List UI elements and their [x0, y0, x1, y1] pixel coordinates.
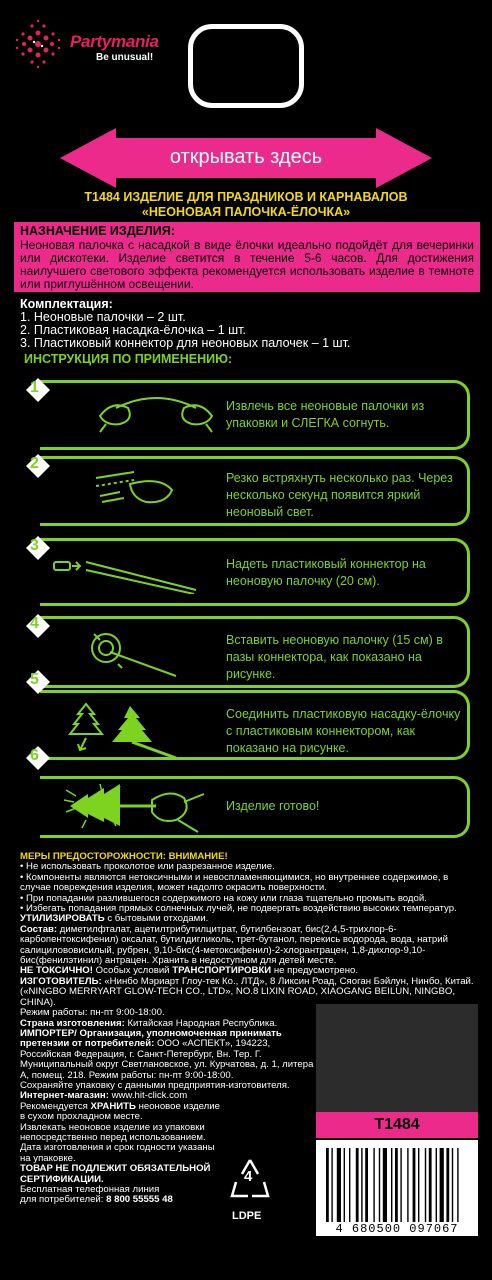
purpose-box — [14, 222, 480, 292]
kit-heading: Комплектация: — [20, 297, 113, 311]
insert-stick-connector-icon — [80, 624, 180, 680]
barcode-number: 4 680500 097067 — [335, 1222, 459, 1236]
step-number: 5 — [30, 671, 39, 688]
hotline-line: Бесплатная телефонная линия — [20, 1184, 160, 1195]
label-placeholder — [316, 1004, 478, 1112]
brand-tagline: Be unusual! — [96, 52, 154, 63]
composition-line: Состав: диметилфталат, ацетилтрибутилцитрат, бутилбензоат, бис(2,4,5-трихлор-6-карбопентоксифенил) оксалат, бутилдигликоль, трет-бутанол, перекись водорода, вода, натрий салицилововисилый, рубрен, 9,10-бис(4-метоксифенил)-2-хлорантрацен, 1,8-дихлор-9,10-бис(фенилэтинил) антрацен. Хранить в недоступном для детей месте. — [20, 923, 448, 967]
kit-section — [20, 298, 350, 350]
connector-on-stick-icon — [50, 550, 200, 594]
open-here-label: открывать здесь — [169, 146, 323, 168]
bend-sticks-hands-icon — [96, 390, 216, 434]
maker-line: ИЗГОТОВИТЕЛЬ: «Нинбо Мэриарт Глоу-тек Ко., ЛТД», 8 Ликсин Роад, Сяоган Бэйлун, Нинбо, Китай. («NINGBO MERRYART GLOW-TECH CO., LTD», NO.8 LIXIN ROAD, XIAOGANG BEILUN, NINGBO, CHINA). — [20, 975, 474, 1008]
country-line: Страна изготовления: Китайская Народная Республика. — [20, 1017, 278, 1029]
warning-item: • Не использовать проколотое или разрезанное изделие. — [20, 861, 275, 873]
shake-stick-hand-icon — [90, 466, 180, 510]
phone-line: для потребителей: 8 800 55555 48 — [20, 1194, 173, 1206]
dates-line: Дата изготовления и срок годности указаны на упаковке. — [20, 1142, 215, 1164]
step-2-text: Резко встряхнуть несколько раз. Через несколько секунд появится яркий неоновый свет. — [226, 471, 453, 519]
warning-item: • Компоненты являются нетоксичными и невоспламеняющимися, но внутреннее содержимое, в случае повреждения изделия, может надолго окрасить поверхности. — [20, 871, 449, 894]
kit-item: 2. Пластиковая насадка-ёлочка – 1 шт. — [20, 323, 246, 337]
step-number: 4 — [30, 615, 39, 632]
keep-line: Сохраняйте упаковку с данными предприятия-изготовителя. — [20, 1079, 290, 1091]
purpose-text: Неоновая палочка с насадкой в виде ёлочки идеально подойдёт для вечеринки или дискотеки. Изделие светится в течение 5-6 часов. Для достижения наилучшего светового эффекта рекомендуется использовать изделие в темноте или приглушённом освещении. — [20, 238, 474, 291]
glowing-tree-ready-icon — [60, 780, 210, 836]
hours-line: Режим работы: пн-пт 9:00-18:00. — [20, 1007, 165, 1019]
warnings-heading: МЕРЫ ПРЕДОСТОРОЖНОСТИ: ВНИМАНИЕ! — [20, 851, 228, 862]
purpose-heading: НАЗНАЧЕНИЕ ИЗДЕЛИЯ: — [20, 224, 175, 238]
step-4-text: Вставить неоновую палочку (15 см) в пазы коннектора, как показано на рисунке. — [226, 633, 443, 681]
hang-hole — [188, 24, 304, 108]
warning-item: • При попадании разлившегося содержимого на кожу или глаза тщательно промыть водой. — [20, 892, 427, 904]
dispose-line: УТИЛИЗИРОВАТЬ с бытовыми отходами. — [20, 913, 209, 925]
step-number: 3 — [30, 537, 39, 554]
warning-item: • Избегать попадания прямых солнечных лучей, не подвергать воздействию высоких температур. — [20, 903, 457, 915]
step-3-text: Надеть пластиковый коннектор на неоновую палочку (20 см). — [226, 557, 426, 588]
brand-name: Partymania — [70, 32, 159, 51]
store-line: Рекомендуется ХРАНИТЬ неоновое изделие в сухом прохладном месте. — [20, 1100, 220, 1123]
step-number: 1 — [30, 379, 39, 396]
product-subtitle: «НЕОНОВАЯ ПАЛОЧКА-ЁЛОЧКА» — [141, 205, 351, 219]
step-1-text: Извлечь все неоновые палочки из упаковки и СЛЕГКА согнуть. — [226, 399, 425, 430]
attach-tree-icon — [66, 700, 186, 760]
kit-item: 3. Пластиковый коннектор для неоновых палочек – 1 шт. — [20, 336, 351, 350]
step-number: 2 — [30, 455, 39, 472]
nontoxic-line: НЕ ТОКСИЧНО! Особых условий ТРАНСПОРТИРОВКИ не предусмотрено. — [20, 965, 359, 977]
sku-badge: T1484 — [316, 1112, 478, 1138]
kit-item: 1. Неоновые палочки – 2 шт. — [20, 310, 186, 324]
instructions-heading: ИНСТРУКЦИЯ ПО ПРИМЕНЕНИЮ: — [24, 352, 233, 366]
importer-line: ИМПОРТЕР/ Организация, уполномоченная принимать претензии от потребителей: ООО «АСПЕКТ», 194223, Российская Федерация, г. Санкт-Петербург, Вн. Тер. Г. Муниципальный округ Светлановское, ул. Курчатова, д. 1, литера А, помещ. 218. Режим работы: пн-пт 9:00-18:00. — [20, 1027, 314, 1081]
step-6-text: Изделие готово! — [226, 799, 320, 813]
step-number: 6 — [30, 747, 39, 764]
recycle-label: LDPE — [232, 1210, 262, 1222]
step-5-text: Соединить пластиковую насадку-ёлочку с пластиковым коннектором, как показано на рисунке. — [226, 707, 461, 755]
recycle-code: 4 — [244, 1168, 253, 1185]
cert-line: ТОВАР НЕ ПОДЛЕЖИТ ОБЯЗАТЕЛЬНОЙ СЕРТИФИКАЦИИ. — [20, 1163, 211, 1185]
shop-line: Интернет-магазин: www.hit-click.com — [20, 1090, 188, 1102]
product-title: T1484 ИЗДЕЛИЕ ДЛЯ ПРАЗДНИКОВ И КАРНАВАЛОВ — [84, 190, 408, 204]
extract-line: Извлекать неоновое изделие из упаковки непосредственно перед использованием. — [20, 1121, 206, 1143]
